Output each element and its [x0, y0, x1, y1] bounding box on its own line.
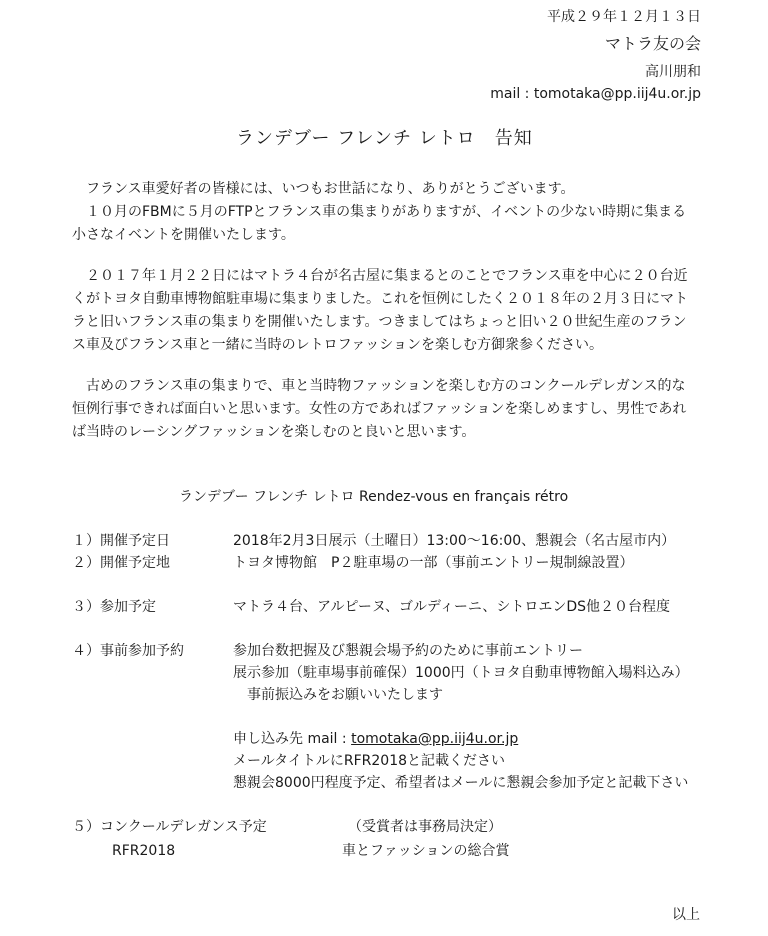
paragraph-line: １０月のFBMに５月のFTPとフランス車の集まりがありますが、イベントの少ない時期に集まる: [72, 204, 687, 220]
item-value-venue: トヨタ博物館 P２駐車場の一部（事前エントリー規制線設置）: [233, 555, 634, 571]
apply-instruction: 懇親会8000円程度予定、希望者はメールに懇親会参加予定と記載下さい: [233, 775, 689, 791]
item-value-participants: マトラ４台、アルピーヌ、ゴルディーニ、シトロエンDS他２０台程度: [233, 599, 671, 615]
item-note-concours: （受賞者は事務局決定）: [348, 819, 502, 835]
paragraph-line: くがトヨタ自動車博物館駐車場に集まりました。これを恒例にしたく２０１８年の２月３日にマト: [72, 291, 688, 307]
paragraph-line: ス車及びフランス車と一緒に当時のレトロファッションを楽しむ方御衆参ください。: [72, 337, 604, 353]
sender-mail: mail : tomotaka@pp.iij4u.or.jp: [490, 86, 701, 102]
item-label-date: １）開催予定日: [72, 533, 170, 549]
apply-instruction: メールタイトルにRFR2018と記載ください: [233, 753, 506, 769]
award-description: 車とファッションの総合賞: [342, 843, 510, 859]
item-value-reservation: 展示参加（駐車場事前確保）1000円（トヨタ自動車博物館入場料込み）: [233, 665, 689, 681]
item-value-reservation: 参加台数把握及び懇親会場予約のために事前エントリー: [233, 643, 583, 659]
item-label-venue: ２）開催予定地: [72, 555, 170, 571]
event-subtitle: ランデブー フレンチ レトロ Rendez-vous en français rétro: [179, 489, 569, 505]
apply-mail-prefix: 申し込み先 mail :: [233, 731, 352, 747]
apply-mail-line: [233, 728, 518, 750]
award-name: RFR2018: [112, 843, 176, 859]
document-date: 平成２９年１２月１３日: [547, 9, 701, 25]
item-label-reservation: ４）事前参加予約: [72, 643, 184, 659]
item-label-participants: ３）参加予定: [72, 599, 156, 615]
item-value-reservation: 事前振込みをお願いいたします: [233, 687, 443, 703]
organization-name: マトラ友の会: [604, 34, 701, 53]
paragraph-line: ラと旧いフランス車の集まりを開催いたします。つきましてはちょっと旧い２０世紀生産のフラン: [72, 314, 687, 330]
item-label-concours: ５）コンクールデレガンス予定: [72, 819, 267, 835]
paragraph-line: フランス車愛好者の皆様には、いつもお世話になり、ありがとうございます。: [72, 181, 575, 197]
paragraph-line: 古めのフランス車の集まりで、車と当時物ファッションを楽しむ方のコンクールデレガンス的な: [72, 378, 686, 394]
item-value-date: 2018年2月3日展示（土曜日）13:00～16:00、懇親会（名古屋市内）: [233, 533, 676, 549]
page-title: ランデブー フレンチ レトロ 告知: [236, 128, 533, 149]
paragraph-line: 恒例行事できれば面白いと思います。女性の方であればファッションを楽しめますし、男性であれ: [72, 401, 687, 417]
apply-email-link[interactable]: tomotaka@pp.iij4u.or.jp: [351, 731, 519, 747]
paragraph-line: ば当時のレーシングファッションを楽しむのと良いと思います。: [72, 424, 476, 440]
paragraph-line: 小さなイベントを開催いたします。: [72, 227, 295, 243]
closing-mark: 以上: [672, 907, 700, 923]
sender-name: 高川朋和: [645, 64, 701, 80]
paragraph-line: ２０１７年１月２２日にはマトラ４台が名古屋に集まるとのことでフランス車を中心に２０台近: [72, 268, 688, 284]
